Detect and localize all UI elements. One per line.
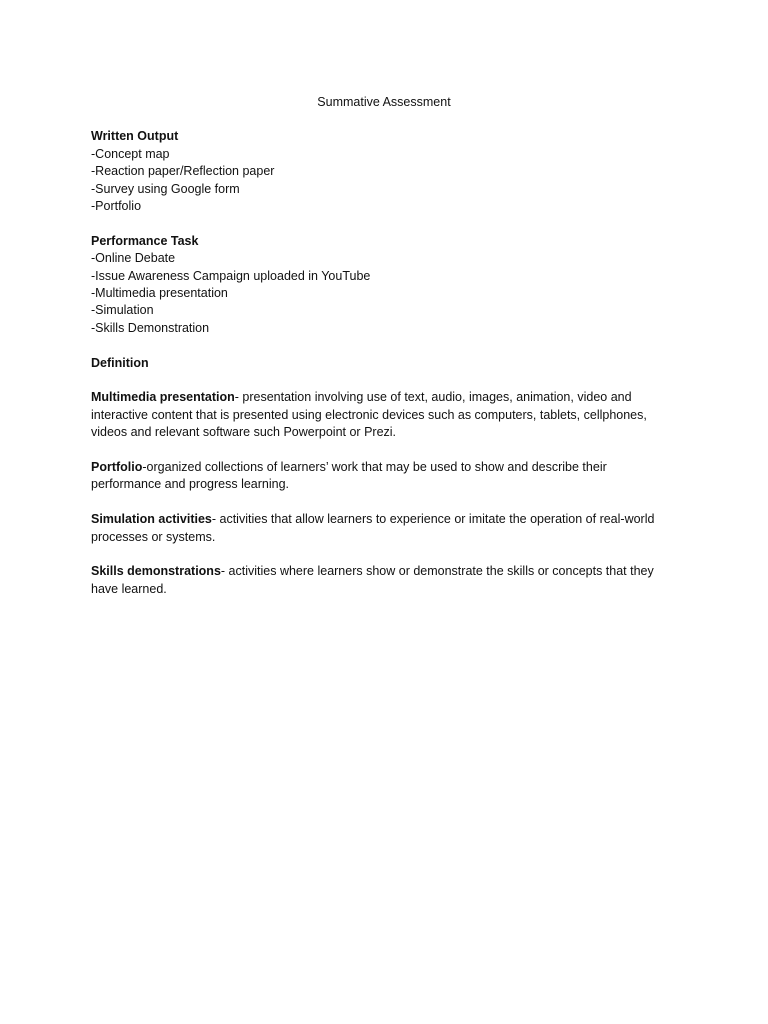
definition-paragraph: [91, 563, 671, 598]
definition-paragraph: [91, 389, 671, 441]
definition-text: - activities that allow learners to experience or imitate the operation of real-world processes or systems.: [91, 512, 655, 544]
spacer: [91, 337, 671, 354]
definition-term: Portfolio: [91, 460, 143, 475]
definition-term: Simulation activities: [91, 512, 212, 527]
list-item: -Online Debate: [91, 251, 176, 266]
item-list: [91, 146, 671, 216]
document-body: [91, 94, 671, 616]
definitions-heading: Definition: [91, 355, 149, 370]
spacer: [91, 372, 671, 389]
definition-term: Multimedia presentation: [91, 390, 235, 405]
section-written-output: [91, 128, 671, 215]
spacer: [91, 215, 671, 232]
list-item: -Portfolio: [91, 199, 142, 214]
definition-paragraph: [91, 459, 671, 494]
list-item: -Simulation: [91, 303, 154, 318]
list-item: -Concept map: [91, 146, 170, 161]
section-performance-task: [91, 233, 671, 337]
list-item: -Issue Awareness Campaign uploaded in YouTube: [91, 268, 371, 283]
definition-text: - presentation involving use of text, audio, images, animation, video and interactive content that is presented using electronic devices such as computers, tablets, cellphones, videos and relevant software such Powerpoint or Prezi.: [91, 390, 647, 440]
definition-text: -organized collections of learners’ work that may be used to show and describe their performance and progress learning.: [91, 460, 607, 492]
definition-text: - activities where learners show or demonstrate the skills or concepts that they have learned.: [91, 564, 654, 596]
item-list: [91, 250, 671, 337]
list-item: -Multimedia presentation: [91, 286, 228, 301]
definition-term: Skills demonstrations: [91, 564, 221, 579]
list-item: -Skills Demonstration: [91, 320, 210, 335]
section-heading: Written Output: [91, 129, 179, 144]
list-item: -Reaction paper/Reflection paper: [91, 164, 275, 179]
section-heading: Performance Task: [91, 233, 199, 248]
list-item: -Survey using Google form: [91, 181, 240, 196]
document-title: Summative Assessment: [317, 95, 451, 109]
definition-paragraph: [91, 511, 671, 546]
